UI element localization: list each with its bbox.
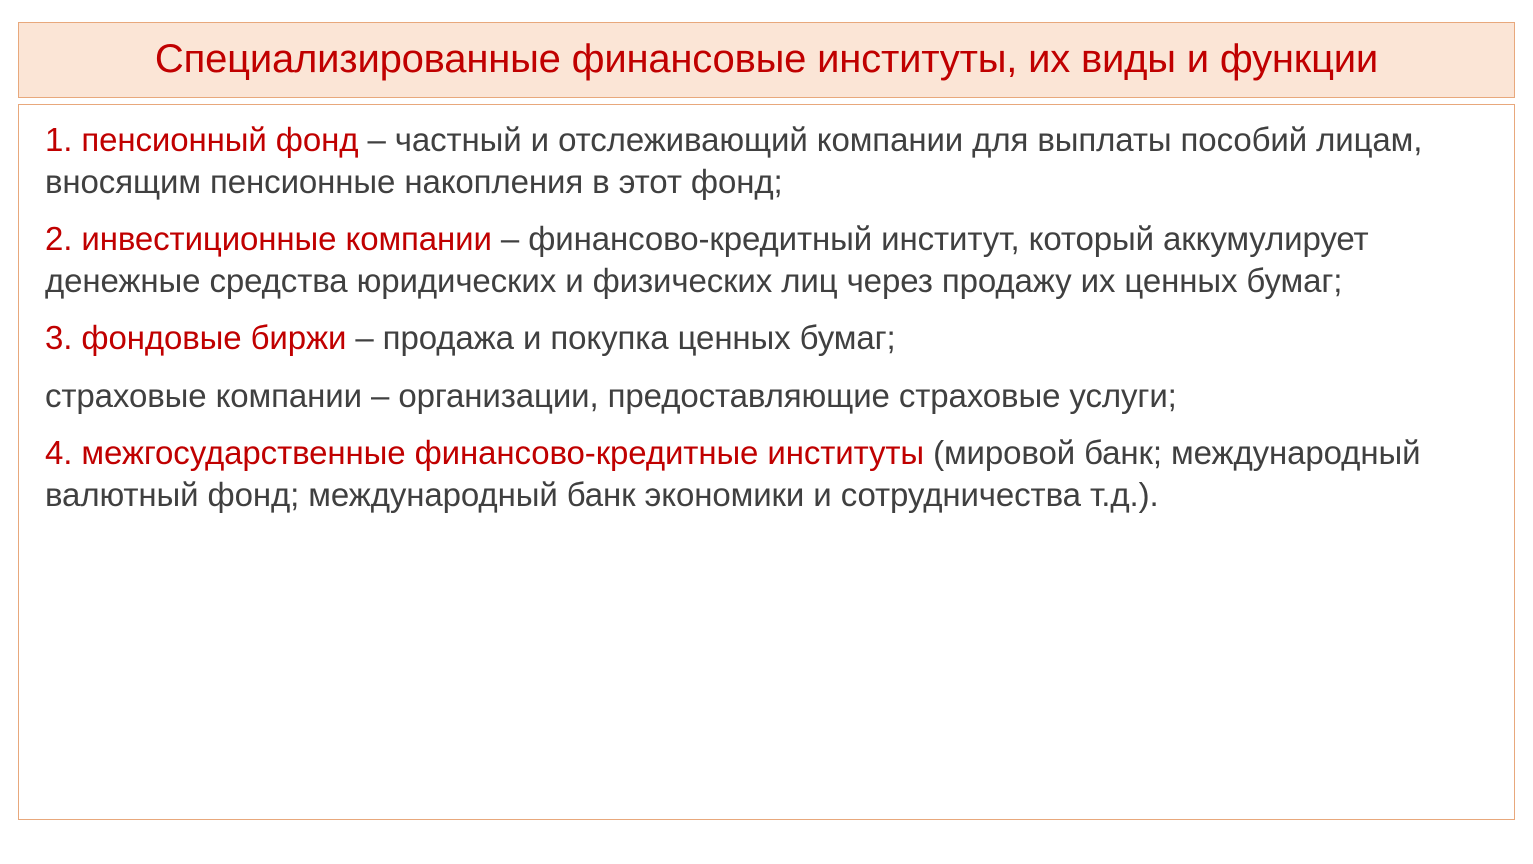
list-item-definition: (мировой банк; международный валютный фонд; международный банк экономики и сотрудничества т.д.). — [45, 434, 1421, 514]
list-item — [45, 119, 1488, 202]
page-title: Специализированные финансовые институты, их виды и функции — [154, 37, 1379, 81]
list-item — [45, 218, 1488, 301]
slide-title-box — [18, 22, 1515, 98]
list-item — [45, 317, 1488, 359]
list-item-definition: – частный и отслеживающий компании для выплаты пособий лицам, вносящим пенсионные накопления в этот фонд; — [45, 121, 1423, 200]
list-item-definition: – финансово-кредитный институт, который аккумулирует денежные средства юридических и физических лиц через продажу их ценных бумаг; — [45, 220, 1369, 299]
list-item-term: 3. фондовые биржи — [45, 319, 347, 357]
slide-content-box — [18, 104, 1515, 820]
list-item-definition: страховые компании – организации, предоставляющие страховые услуги; — [45, 376, 1177, 414]
list-item-term: 2. инвестиционные компании — [45, 220, 492, 258]
list-item — [45, 432, 1488, 515]
list-item-term: 1. пенсионный фонд — [45, 121, 359, 158]
list-item-definition: – продажа и покупка ценных бумаг; — [346, 319, 896, 357]
list-item — [45, 375, 1488, 417]
list-item-term: 4. межгосударственные финансово-кредитные институты — [45, 434, 925, 472]
